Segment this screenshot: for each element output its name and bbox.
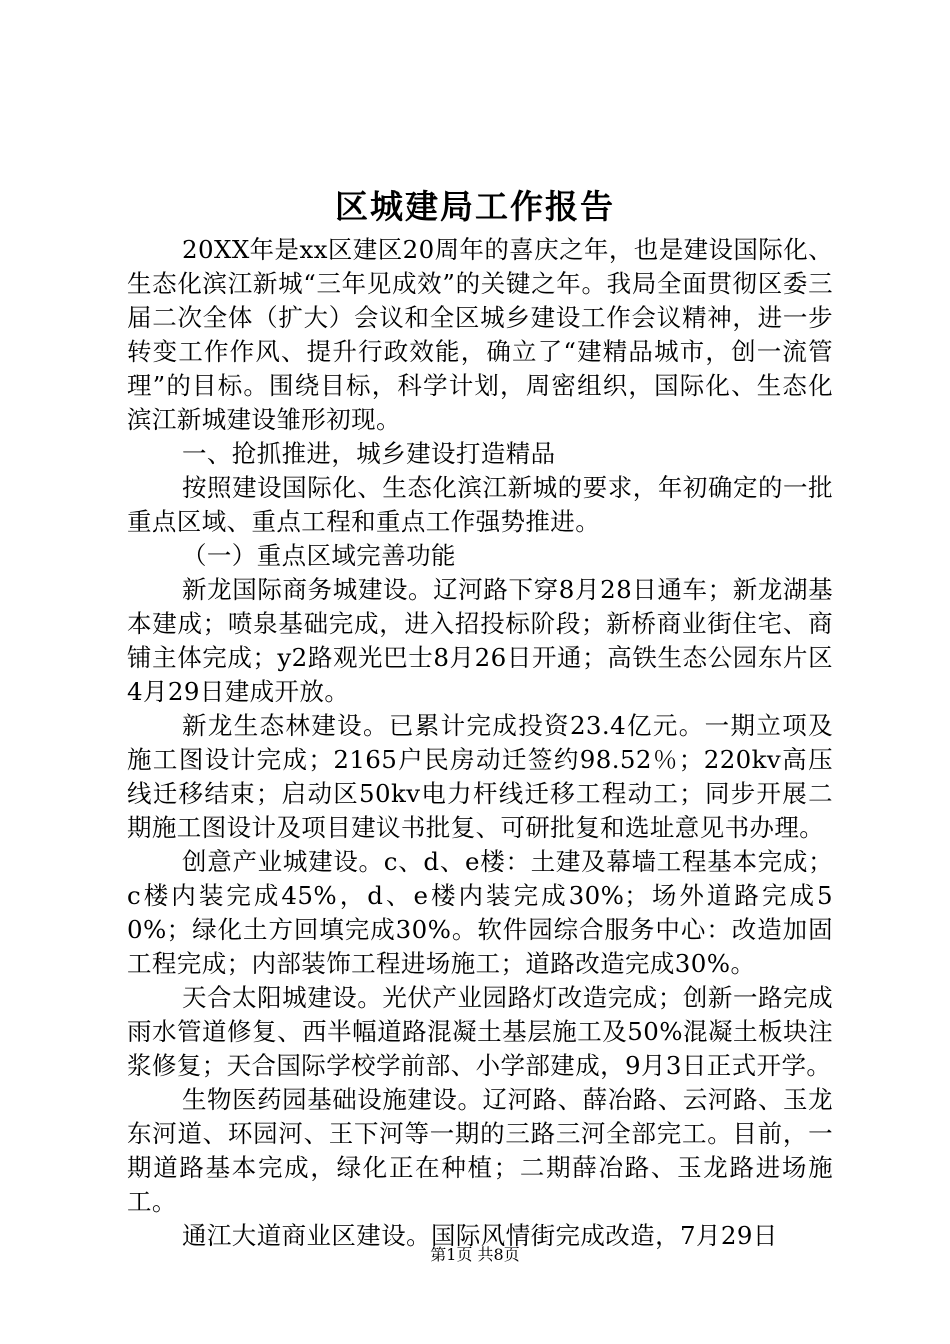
paragraph-tongjiang-commercial: 通江大道商业区建设。国际风情街完成改造，7月29日: [182, 1221, 778, 1250]
document-title: 区城建局工作报告: [335, 187, 615, 226]
paragraph-xinlong-eco-forest: 新龙生态林建设。已累计完成投资23.4亿元。一期立项及施工图设计完成；2165户民房动迁签约98.52％；220kv高压线迁移结束；启动区50kv电力杆线迁移工程动工；同步开展二期施工图设计及项目建议书批复、可研批复和选址意见书办理。: [127, 711, 833, 842]
paragraph-tianhe-solar-city: 天合太阳城建设。光伏产业园路灯改造完成；创新一路完成雨水管道修复、西半幅道路混凝土基层施工及50%混凝土板块注浆修复；天合国际学校学前部、小学部建成，9月3日正式开学。: [127, 983, 833, 1080]
document-body: [127, 233, 833, 1253]
subsection-heading-1: （一）重点区域完善功能: [182, 541, 456, 570]
section-heading-1: 一、抢抓推进，城乡建设打造精品: [182, 439, 556, 468]
paragraph-biomedical-park: 生物医药园基础设施建设。辽河路、薛冶路、云河路、玉龙东河道、环园河、王下河等一期的三路三河全部完工。目前，一期道路基本完成，绿化正在种植；二期薛冶路、玉龙路进场施工。: [127, 1085, 833, 1216]
paragraph-creative-industry-city: 创意产业城建设。c、d、e楼：土建及幕墙工程基本完成；c楼内装完成45%，d、e楼内装完成30%；场外道路完成50%；绿化土方回填完成30%。软件园综合服务中心：改造加固工程完成；内部装饰工程进场施工；道路改造完成30%。: [127, 847, 833, 978]
page-footer: 第1页 共8页: [430, 1245, 520, 1264]
paragraph-xinlong-business-city: 新龙国际商务城建设。辽河路下穿8月28日通车；新龙湖基本建成；喷泉基础完成，进入招投标阶段；新桥商业街住宅、商铺主体完成；y2路观光巴士8月26日开通；高铁生态公园东片区4月29日建成开放。: [127, 575, 833, 706]
section-intro-paragraph: 按照建设国际化、生态化滨江新城的要求，年初确定的一批重点区域、重点工程和重点工作强势推进。: [127, 473, 833, 536]
intro-paragraph: 20XX年是xx区建区20周年的喜庆之年，也是建设国际化、生态化滨江新城“三年见成效”的关键之年。我局全面贯彻区委三届二次全体（扩大）会议和全区城乡建设工作会议精神，进一步转变工作作风、提升行政效能，确立了“建精品城市，创一流管理”的目标。围绕目标，科学计划，周密组织，国际化、生态化滨江新城建设雏形初现。: [127, 235, 833, 434]
